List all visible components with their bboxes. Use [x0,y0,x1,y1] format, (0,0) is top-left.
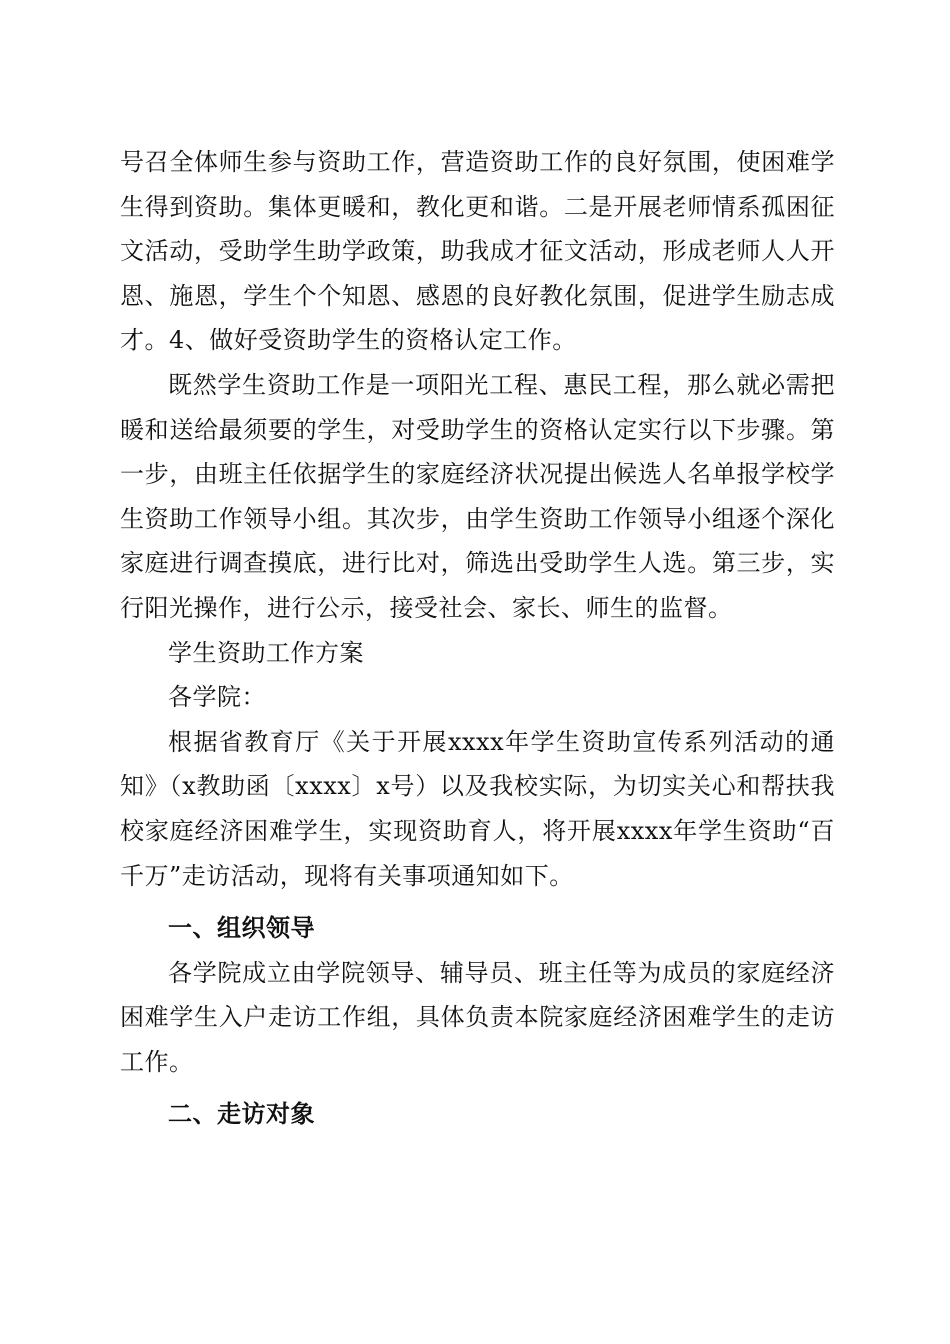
paragraph-continued: 号召全体师生参与资助工作，营造资助工作的良好氛围，使困难学生得到资助。集体更暖和，教化更和谐。二是开展老师情系孤困征文活动，受助学生助学政策，助我成才征文活动，形成老师人人开恩、施恩，学生个个知恩、感恩的良好教化氛围，促进学生励志成才。4、做好受资助学生的资格认定工作。 [120,148,835,355]
heading-visit-targets: 二、走访对象 [168,1100,315,1129]
salutation: 各学院： [168,683,266,712]
section-title-plan: 学生资助工作方案 [168,638,364,667]
heading-organization: 一、组织领导 [168,914,315,943]
paragraph-notice: 根据省教育厅《关于开展xxxx年学生资助宣传系列活动的通知》（x教助函〔xxxx〕x号）以及我校实际，为切实关心和帮扶我校家庭经济困难学生，实现资助育人，将开展xxxx年学生资助“百千万”走访活动，现将有关事项通知如下。 [120,727,835,890]
paragraph-organization: 各学院成立由学院领导、辅导员、班主任等为成员的家庭经济困难学生入户走访工作组，具体负责本院家庭经济困难学生的走访工作。 [120,958,835,1076]
paragraph-eligibility: 既然学生资助工作是一项阳光工程、惠民工程，那么就必需把暖和送给最须要的学生，对受助学生的资格认定实行以下步骤。第一步，由班主任依据学生的家庭经济状况提出候选人名单报学校学生资助工作领导小组。其次步，由学生资助工作领导小组逐个深化家庭进行调查摸底，进行比对，筛选出受助学生人选。第三步，实行阳光操作，进行公示，接受社会、家长、师生的监督。 [120,370,835,622]
document-body [120,140,835,1137]
